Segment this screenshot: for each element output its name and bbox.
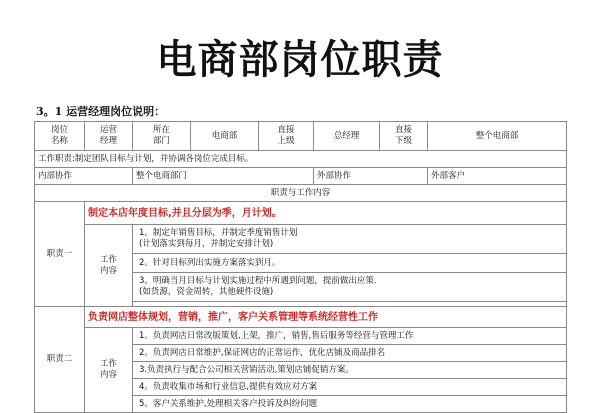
superior-label-cell	[259, 122, 314, 151]
duty1-item1-line2: (计划落实到每月，并制定安排计划)	[139, 239, 274, 249]
internal-collab-value: 整个电商部门	[133, 168, 314, 185]
duty1-item3-line2: (如货源，资金周转，其他硬件设施)	[139, 287, 274, 297]
superior-value-cell: 总经理	[314, 122, 380, 151]
external-collab-label: 外部协作	[314, 168, 428, 185]
post-label-line2: 名称	[50, 136, 68, 146]
duty1-work-label-line1: 工作	[99, 254, 117, 265]
post-value-line2: 经理	[99, 136, 117, 146]
duty1-item3	[133, 273, 567, 302]
duty-summary-cell: 工作职责:制定团队目标与计划，并协调各岗位完成目标。	[35, 151, 567, 168]
section-title: 3。1 运营经理岗位说明：	[36, 105, 166, 118]
duty2-headline: 负责网店整体规划，营销，推广，客户关系管理等系统经营性工作	[85, 307, 567, 328]
post-label-cell	[35, 122, 85, 151]
duty1-headline: 制定本店年度目标,并且分层为季，月计划。	[85, 202, 567, 225]
duty2-item1-row	[35, 328, 567, 345]
superior-label-line2: 上级	[277, 136, 295, 146]
duty1-item1-line1: 1。制定年销售目标，并制定季度销售计划	[139, 228, 298, 238]
internal-collab-label: 内部协作	[35, 168, 133, 185]
subordinate-label-line1: 直接	[394, 125, 412, 135]
duty1-item2: 2。针对目标列出实施方案落实到月。	[133, 254, 567, 273]
dept-label-cell	[133, 122, 191, 151]
subordinate-value-cell: 整个电商部	[428, 122, 567, 151]
content-header-cell: 职责与工作内容	[35, 185, 567, 202]
duty2-work-label-line2: 内容	[99, 370, 117, 380]
duty2-item2: 2。负责网店日常维护,保证网店的正常运作，优化店铺及商品排名	[133, 345, 567, 362]
header-row	[35, 122, 567, 151]
post-label-line1: 岗位	[50, 125, 68, 135]
subordinate-label-line2: 下级	[394, 136, 412, 146]
duty1-work-label-line2: 内容	[99, 265, 117, 276]
duty1-item3-line1: 3。明确当月目标与计划实施过程中所遇到问题，提前做出应策.	[139, 276, 377, 286]
duty1-headline-row	[35, 202, 567, 225]
external-collab-value: 外部客户	[428, 168, 567, 185]
dept-value-cell: 电商部	[191, 122, 259, 151]
superior-label-line1: 直接	[277, 125, 295, 135]
duty2-item5: 5。客户关系维护,处理相关客户投诉及纠纷问题	[133, 396, 567, 413]
duty2-item3: 3.负责执行与配合公司相关营销活动,策划店铺促销方案。	[133, 362, 567, 379]
dept-label-line1: 所在	[152, 125, 170, 135]
duty1-label: 职责一	[35, 202, 85, 307]
duty1-work-label	[85, 225, 133, 307]
page-title: 电商部岗位职责	[156, 37, 444, 83]
duty2-item4: 4。负责收集市场和行业信息,提供有效应对方案	[133, 379, 567, 396]
job-description-table	[34, 121, 567, 413]
duty2-item1: 1。负责网店日常改版策划,上架，推广，销售,售后服务等经营与管理工作	[133, 328, 567, 345]
duty2-label: 职责二	[35, 307, 85, 413]
subordinate-label-cell	[380, 122, 428, 151]
duty1-item1	[133, 225, 567, 254]
duty2-headline-row	[35, 307, 567, 328]
content-header-row	[35, 185, 567, 202]
post-value-cell	[85, 122, 133, 151]
dept-label-line2: 部门	[152, 136, 170, 146]
duty2-work-label-line1: 工作	[99, 359, 117, 369]
duty-summary-row	[35, 151, 567, 168]
duty1-item1-row	[35, 225, 567, 254]
collab-row	[35, 168, 567, 185]
post-value-line1: 运营	[99, 125, 117, 135]
